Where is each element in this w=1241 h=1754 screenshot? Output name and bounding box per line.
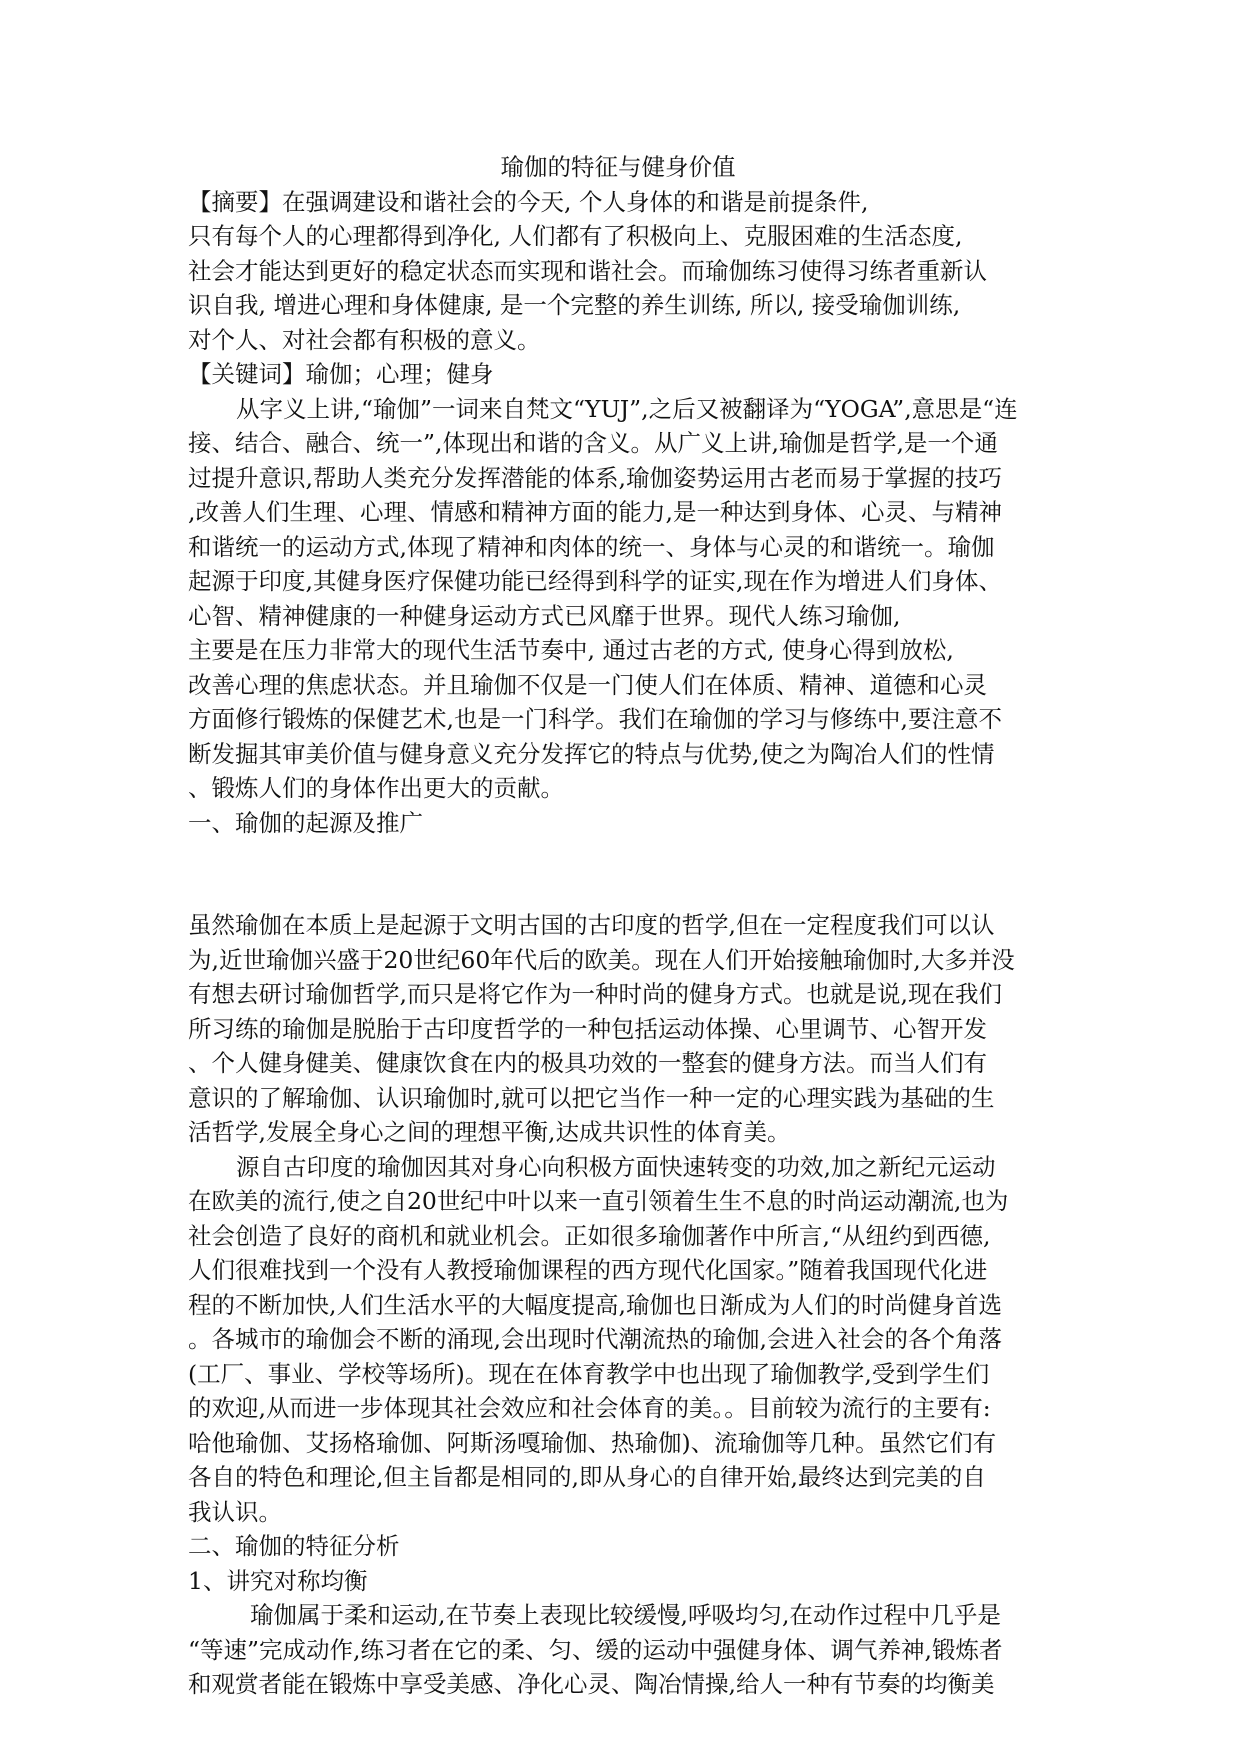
paragraph-line: 人们很难找到一个没有人教授瑜伽课程的西方现代化国家。”随着我国现代化进 [188, 1256, 988, 1284]
paragraph-line: 断发掘其审美价值与健身意义充分发挥它的特点与优势,使之为陶冶人们的性情 [188, 739, 995, 768]
paragraph-line: 有想去研讨瑜伽哲学,而只是将它作为一种时尚的健身方式。也就是说,现在我们 [188, 980, 1002, 1008]
section1-paragraph-1 [188, 908, 1068, 1150]
blank-space [188, 840, 1068, 908]
paragraph-line: 为,近世瑜伽兴盛于20世纪60年代后的欧美。现在人们开始接触瑜伽时,大多并没 [188, 945, 1015, 974]
paragraph-line: 心智、精神健康的一种健身运动方式已风靡于世界。现代人练习瑜伽, [188, 601, 901, 630]
paragraph-line: 源自古印度的瑜伽因其对身心向积极方面快速转变的功效,加之新纪元运动 [236, 1152, 996, 1181]
paragraph-line: “等速”完成动作,练习者在它的柔、匀、缓的运动中强健身体、调气养神,锻炼者 [188, 1635, 1003, 1664]
intro-paragraph [188, 392, 1068, 806]
keywords: 【关键词】瑜伽；心理；健身 [188, 360, 494, 388]
paragraph-line: 程的不断加快,人们生活水平的大幅度提高,瑜伽也日渐成为人们的时尚健身首选 [188, 1290, 1002, 1319]
abstract-line: 只有每个人的心理都得到净化, 人们都有了积极向上、克服困难的生活态度, [188, 222, 963, 250]
paragraph-line: 起源于印度,其健身医疗保健功能已经得到科学的证实,现在作为增进人们身体、 [188, 567, 1002, 595]
paragraph-line: 、个人健身健美、健康饮食在内的极具功效的一整套的健身方法。而当人们有 [188, 1049, 987, 1077]
paragraph-line: 主要是在压力非常大的现代生活节奏中, 通过古老的方式, 使身心得到放松, [188, 636, 954, 664]
paragraph-line: (工厂、事业、学校等场所)。现在在体育教学中也出现了瑜伽教学,受到学生们 [188, 1359, 990, 1388]
paragraph-line: 虽然瑜伽在本质上是起源于文明古国的古印度的哲学,但在一定程度我们可以认 [188, 911, 995, 939]
subsection1-paragraph [188, 1598, 1068, 1702]
paragraph-line: 、锻炼人们的身体作出更大的贡献。 [188, 774, 564, 802]
paragraph-line: 所习练的瑜伽是脱胎于古印度哲学的一种包括运动体操、心里调节、心智开发 [188, 1014, 987, 1043]
abstract [188, 185, 1068, 358]
abstract-line: 社会才能达到更好的稳定状态而实现和谐社会。而瑜伽练习使得习练者重新认 [188, 256, 987, 285]
paragraph-line: 瑜伽属于柔和运动,在节奏上表现比较缓慢,呼吸均匀,在动作过程中几乎是 [250, 1601, 1001, 1629]
paragraph-line: 社会创造了良好的商机和就业机会。正如很多瑜伽著作中所言,“从纽约到西德, [188, 1221, 991, 1250]
paragraph-line: 从字义上讲,“瑜伽”一词来自梵文“YUJ”,之后又被翻译为“YOGA”,意思是“连 [236, 394, 1018, 423]
paragraph-line: 的欢迎,从而进一步体现其社会效应和社会体育的美。。目前较为流行的主要有: [188, 1394, 991, 1422]
paragraph-line: 和谐统一的运动方式,体现了精神和肉体的统一、身体与心灵的和谐统一。瑜伽 [188, 532, 995, 561]
paragraph-line: 在欧美的流行,使之自20世纪中叶以来一直引领着生生不息的时尚运动潮流,也为 [188, 1187, 1009, 1215]
paragraph-line: ,改善人们生理、心理、情感和精神方面的能力,是一种达到身体、心灵、与精神 [188, 498, 1002, 526]
abstract-line: 识自我, 增进心理和身体健康, 是一个完整的养生训练, 所以, 接受瑜伽训练, [188, 291, 961, 319]
paragraph-line: 。各城市的瑜伽会不断的涌现,会出现时代潮流热的瑜伽,会进入社会的各个角落 [188, 1325, 1002, 1353]
paragraph-line: 过提升意识,帮助人类充分发挥潜能的体系,瑜伽姿势运用古老而易于掌握的技巧 [188, 463, 1002, 492]
paragraph-line: 哈他瑜伽、艾扬格瑜伽、阿斯汤嘎瑜伽、热瑜伽)、流瑜伽等几种。虽然它们有 [188, 1428, 997, 1457]
subsection-heading: 1、讲究对称均衡 [188, 1566, 368, 1595]
document-title: 瑜伽的特征与健身价值 [500, 153, 736, 181]
section-heading: 二、瑜伽的特征分析 [188, 1532, 400, 1560]
paragraph-line: 改善心理的焦虑状态。并且瑜伽不仅是一门使人们在体质、精神、道德和心灵 [188, 670, 987, 699]
paragraph-line: 和观赏者能在锻炼中享受美感、净化心灵、陶冶情操,给人一种有节奏的均衡美 [188, 1670, 995, 1698]
paragraph-line: 接、结合、融合、统一”,体现出和谐的含义。从广义上讲,瑜伽是哲学,是一个通 [188, 429, 998, 457]
paragraph-line: 我认识。 [188, 1497, 282, 1526]
document-body [188, 150, 1068, 1702]
abstract-line: 【摘要】在强调建设和谐社会的今天, 个人身体的和谐是前提条件, [188, 187, 869, 216]
section-heading: 一、瑜伽的起源及推广 [188, 808, 423, 837]
paragraph-line: 活哲学,发展全身心之间的理想平衡,达成共识性的体育美。 [188, 1118, 791, 1146]
section1-paragraph-2 [188, 1150, 1068, 1530]
abstract-line: 对个人、对社会都有积极的意义。 [188, 325, 541, 354]
paragraph-line: 各自的特色和理论,但主旨都是相同的,即从身心的自律开始,最终达到完美的自 [188, 1463, 986, 1491]
paragraph-line: 意识的了解瑜伽、认识瑜伽时,就可以把它当作一种一定的心理实践为基础的生 [188, 1083, 995, 1112]
paragraph-line: 方面修行锻炼的保健艺术,也是一门科学。我们在瑜伽的学习与修练中,要注意不 [188, 705, 1002, 733]
